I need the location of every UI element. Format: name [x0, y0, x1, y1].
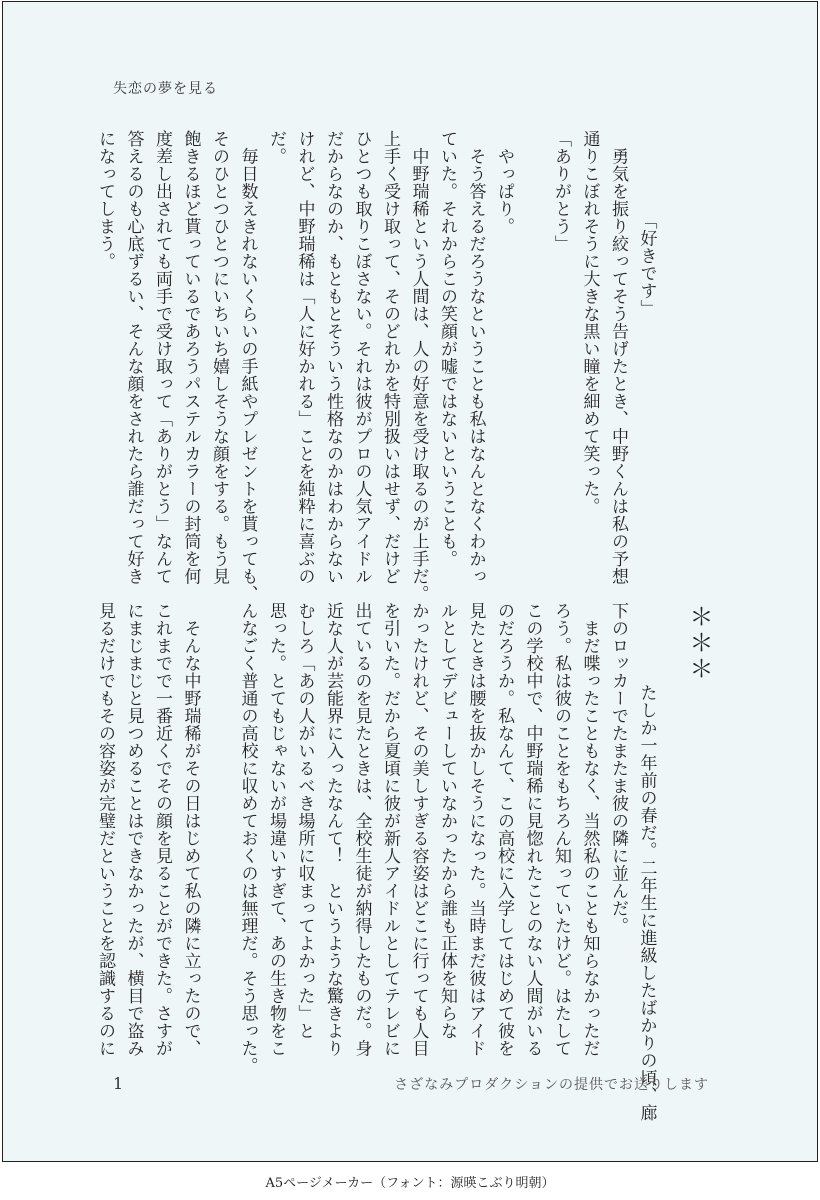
text-line: 下のロッカーでたまたま彼の隣に並んだ。	[608, 602, 628, 935]
text-line: 近な人が芸能界に入ったなんて！ というような驚きより	[323, 602, 343, 1057]
text-line: のだろうか。私なんて、この高校に入学してはじめて彼を	[494, 602, 514, 1057]
text-line: だからなのか、もともとそういう性格なのかはわからない	[323, 130, 343, 585]
text-line: になってしまう。	[95, 130, 115, 270]
text-line: 出ているのを見たときは、全校生徒が納得したものだ。身	[351, 602, 372, 1057]
text-line: ひとつも取りこぼさない。それは彼がプロの人気アイドル	[351, 130, 372, 585]
page-number: 1	[113, 1074, 124, 1093]
text-line: 上手く受け取って、そのどれかを特別扱いはせず、だけど	[380, 130, 400, 585]
text-line: 答えるのも心底ずるい、そんな顔をされたら誰だって好き	[123, 130, 144, 585]
tool-caption: A5ページメーカー（フォント：源暎こぶり明朝）	[265, 1176, 555, 1191]
footer-credit: さざなみプロダクションの提供でお送りします	[394, 1077, 709, 1093]
text-line: けれど、中野瑞稀は「人に好かれる」ことを純粋に喜ぶの	[294, 130, 315, 585]
book-page	[2, 1, 818, 1162]
text-line: ていた。それからこの笑顔が嘘ではないということも。	[437, 130, 457, 568]
text-line: 見るだけでもその容姿が完璧だということを認識するのに	[95, 602, 115, 1057]
text-line: この学校中で、中野瑞稀に見惚れたことのない人間がいる	[522, 602, 543, 1057]
text-line: むしろ「あの人がいるべき場所に収まってよかった」と	[294, 602, 315, 1040]
text-line: を引いた。だから夏頃に彼が新人アイドルとしてテレビに	[380, 602, 400, 1057]
text-line: ろう。私は彼のことをもちろん知っていたけど。はたして	[551, 602, 571, 1057]
text-line: だ。	[266, 130, 286, 165]
text-line: たしか一年前の春だ。二年生に進級したばかりの頃、廊	[636, 684, 657, 1122]
text-line: 「好きです」	[636, 212, 657, 317]
text-line: 「ありがとう」	[551, 130, 571, 253]
text-line: そんな中野瑞稀がその日はじめて私の隣に立ったので、	[180, 602, 201, 1057]
text-line: そのひとつひとつにいちいち嬉しそうな顔をする。もう見	[209, 130, 229, 585]
text-line: ルとしてデビューしていなかったから誰も正体を知らな	[437, 602, 457, 1040]
text-line: 度差し出されても両手で受け取って「ありがとう」なんて	[152, 130, 172, 585]
section-separator: ＊＊＊	[685, 604, 713, 682]
text-line: 勇気を振り絞ってそう告げたとき、中野くんは私の予想	[608, 130, 628, 585]
page-title: 失恋の夢を見る	[113, 81, 218, 97]
text-line: 見たときは腰を抜かしそうになった。当時まだ彼はアイド	[465, 602, 486, 1057]
text-line: これまでで一番近くでその顔を見ることができた。さすが	[152, 602, 172, 1057]
text-line: 思った。とてもじゃないが場違いすぎて、あの生き物をこ	[266, 602, 286, 1057]
text-line: にまじまじと見つめることはできなかったが、横目で盗み	[123, 602, 144, 1057]
text-line: 飽きるほど貰っているであろうパステルカラーの封筒を何	[180, 130, 201, 585]
text-line: かったけれど、その美しすぎる容姿はどこに行っても人目	[408, 602, 429, 1057]
text-line: まだ喋ったこともなく、当然私のことも知らなかっただ	[579, 602, 600, 1057]
text-block-top	[95, 130, 689, 603]
text-line: 中野瑞稀という人間は、人の好意を受け取るのが上手だ。	[408, 130, 429, 603]
text-line: 通りこぼれそうに大きな黒い瞳を細めて笑った。	[579, 130, 600, 515]
text-line: やっぱり。	[494, 130, 514, 235]
text-line: んなごく普通の高校に収めておくのは無理だ。そう思った。	[237, 602, 258, 1075]
text-line: 毎日数えきれないくらいの手紙やプレゼントを貰っても、	[237, 130, 258, 603]
text-line: そう答えるだろうなということも私はなんとなくわかっ	[465, 130, 486, 585]
